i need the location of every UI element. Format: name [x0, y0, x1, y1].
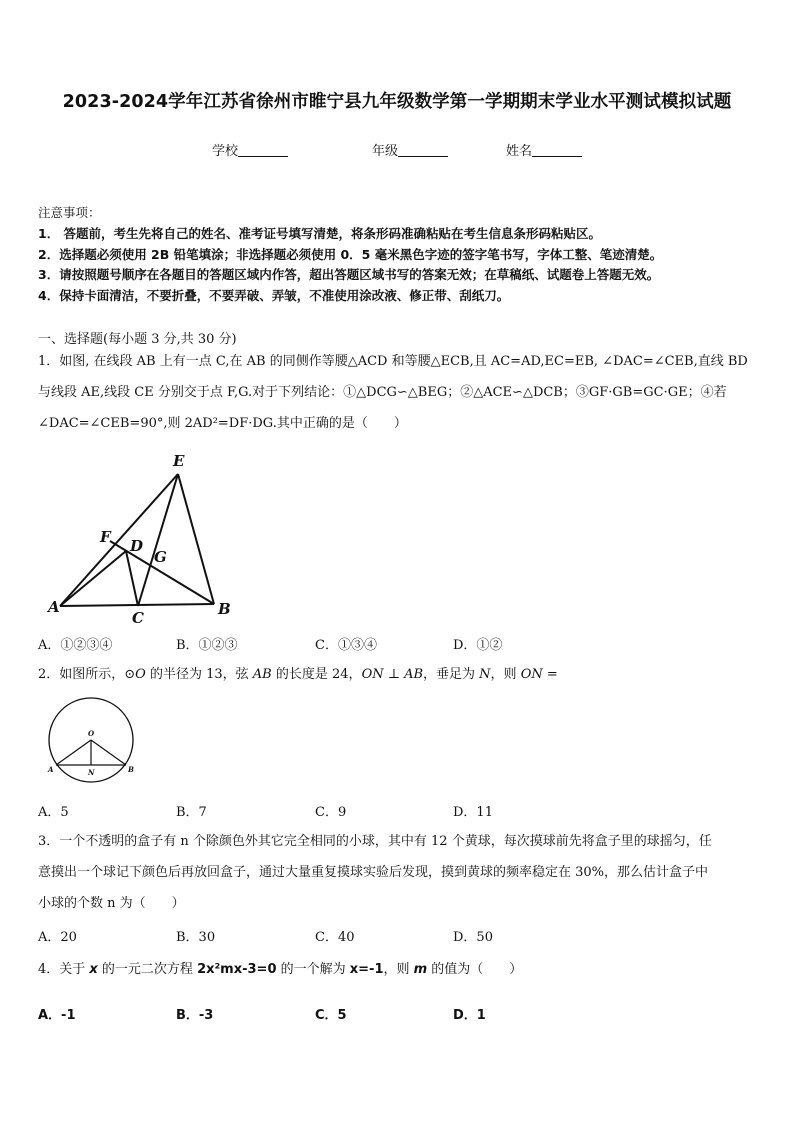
label-O: O — [88, 729, 95, 738]
line-DC — [126, 551, 138, 606]
question-2-text-part: ，则 — [490, 667, 521, 682]
question-3-line: 意摸出一个球记下颜色后再放回盒子，通过大量重复摸球实验后发现，摸到黄球的频率稳定在 30%，那么估计盒子中 — [38, 865, 709, 880]
question-2-text-part: 2．如图所示，⊙ — [38, 667, 136, 682]
school-label: 学校 — [212, 144, 239, 159]
grade-label: 年级 — [372, 144, 399, 159]
question-4-options — [0, 1004, 794, 1024]
question-4-text-part: ，则 — [383, 962, 414, 977]
question-2-text-part: ，垂足为 — [423, 667, 480, 682]
school-blank[interactable] — [238, 143, 288, 157]
note-item: 2．选择题必须使用 2B 铅笔填涂；非选择题必须使用 0．5 毫米黑色字迹的签字笔书写，字体工整、笔迹清楚。 — [38, 247, 663, 262]
line-AE — [60, 474, 178, 606]
label-B: B — [218, 600, 231, 618]
q4-var-m: m — [413, 962, 428, 977]
question-1-line: 1．如图, 在线段 AB 上有一点 C,在 AB 的同侧作等腰△ACD 和等腰△ECB,且 AC=AD,EC=EB, ∠DAC=∠CEB,直线 BD — [38, 354, 748, 369]
note-item: 4．保持卡面清洁，不要折叠，不要弄破、弄皱，不准使用涂改液、修正带、刮纸刀。 — [38, 288, 510, 303]
q2-foot-n: N — [479, 667, 491, 682]
name-blank[interactable] — [532, 143, 582, 157]
question-4-text-part: 的一个解为 — [276, 962, 350, 977]
question-2-text-part: 的长度是 24， — [271, 667, 362, 682]
note-item: 3．请按照题号顺序在各题目的答题区域内作答，超出答题区域书写的答案无效；在草稿纸、试题卷上答题无效。 — [38, 267, 660, 282]
q2-on-eq: ON = — [520, 667, 558, 682]
question-3-line: 小球的个数 n 为（ ） — [38, 896, 185, 911]
q4-solution: x=-1 — [349, 962, 384, 977]
radius-ob — [91, 740, 126, 765]
name-label: 姓名 — [506, 144, 533, 159]
grade-blank[interactable] — [398, 143, 448, 157]
question-2-text — [38, 659, 758, 690]
question-2-options — [0, 801, 794, 821]
label-G: G — [154, 548, 167, 566]
label-A: A — [48, 765, 54, 774]
question-3-text — [38, 826, 758, 919]
option-b[interactable]: B．-3 — [176, 1008, 214, 1023]
option-b[interactable]: B．①②③ — [176, 638, 238, 653]
name-field[interactable] — [506, 140, 582, 159]
option-c[interactable]: C．9 — [315, 805, 347, 820]
q4-equation: 2x²mx-3=0 — [197, 962, 277, 977]
question-1-line: ∠DAC=∠CEB=90°,则 2AD²=DF·DG.其中正确的是（ ） — [38, 416, 407, 431]
q4-var-x: x — [89, 962, 98, 977]
question-2-text-part: 的半径为 13，弦 — [145, 667, 253, 682]
school-field[interactable] — [212, 140, 288, 159]
label-B: B — [128, 765, 134, 774]
line-AD — [60, 551, 126, 606]
option-d[interactable]: D．50 — [453, 930, 493, 945]
option-d[interactable]: D．11 — [453, 805, 493, 820]
question-4-text-part: 的一元二次方程 — [97, 962, 198, 977]
label-C: C — [132, 609, 144, 627]
question-3-options — [0, 926, 794, 946]
label-E: E — [173, 452, 185, 470]
option-b[interactable]: B．30 — [176, 930, 216, 945]
option-d[interactable]: D．①② — [453, 638, 503, 653]
option-a[interactable]: A．①②③④ — [38, 638, 113, 653]
question-1-line: 与线段 AE,线段 CE 分别交于点 F,G.对于下列结论：①△DCG∽△BEG；②△ACE∽△DCB；③GF·GB=GC·GE；④若 — [38, 385, 727, 400]
q2-chord-ab: AB — [252, 667, 272, 682]
label-A: A — [48, 598, 60, 616]
option-d[interactable]: D．1 — [453, 1008, 486, 1023]
radius-oa — [56, 740, 91, 765]
question-1-text — [38, 346, 758, 439]
question-1-options — [0, 634, 794, 654]
question-4-text-part: 的值为（ ） — [427, 962, 523, 977]
option-a[interactable]: A．20 — [38, 930, 77, 945]
question-3-line: 3．一个不透明的盒子有 n 个除颜色外其它完全相同的小球，其中有 12 个黄球，每次摸球前先将盒子里的球摇匀，任 — [38, 834, 712, 849]
option-a[interactable]: A．-1 — [38, 1008, 76, 1023]
option-b[interactable]: B．7 — [176, 805, 207, 820]
question-4-text-part: 4．关于 — [38, 962, 90, 977]
note-item: 1． 答题前，考生先将自己的姓名、准考证号填写清楚，将条形码准确粘贴在考生信息条形码粘贴区。 — [38, 226, 602, 241]
q2-circle-o: O — [135, 667, 146, 682]
line-CE — [138, 474, 178, 606]
label-D: D — [130, 537, 144, 555]
question-1-figure — [40, 448, 240, 628]
notes-heading: 注意事项： — [38, 205, 101, 220]
label-N: N — [88, 768, 95, 777]
q2-perp: ON ⊥ AB — [361, 667, 424, 682]
page-title: 2023-2024学年江苏省徐州市睢宁县九年级数学第一学期期末学业水平测试模拟试题 — [62, 92, 732, 112]
option-c[interactable]: C．①③④ — [315, 638, 377, 653]
section-heading: 一、选择题(每小题 3 分,共 30 分) — [38, 332, 237, 347]
option-c[interactable]: C．40 — [315, 930, 355, 945]
grade-field[interactable] — [372, 140, 448, 159]
label-F: F — [100, 528, 111, 546]
question-4-text — [38, 954, 758, 985]
question-2-figure — [40, 696, 150, 786]
option-c[interactable]: C．5 — [315, 1008, 347, 1023]
option-a[interactable]: A．5 — [38, 805, 69, 820]
